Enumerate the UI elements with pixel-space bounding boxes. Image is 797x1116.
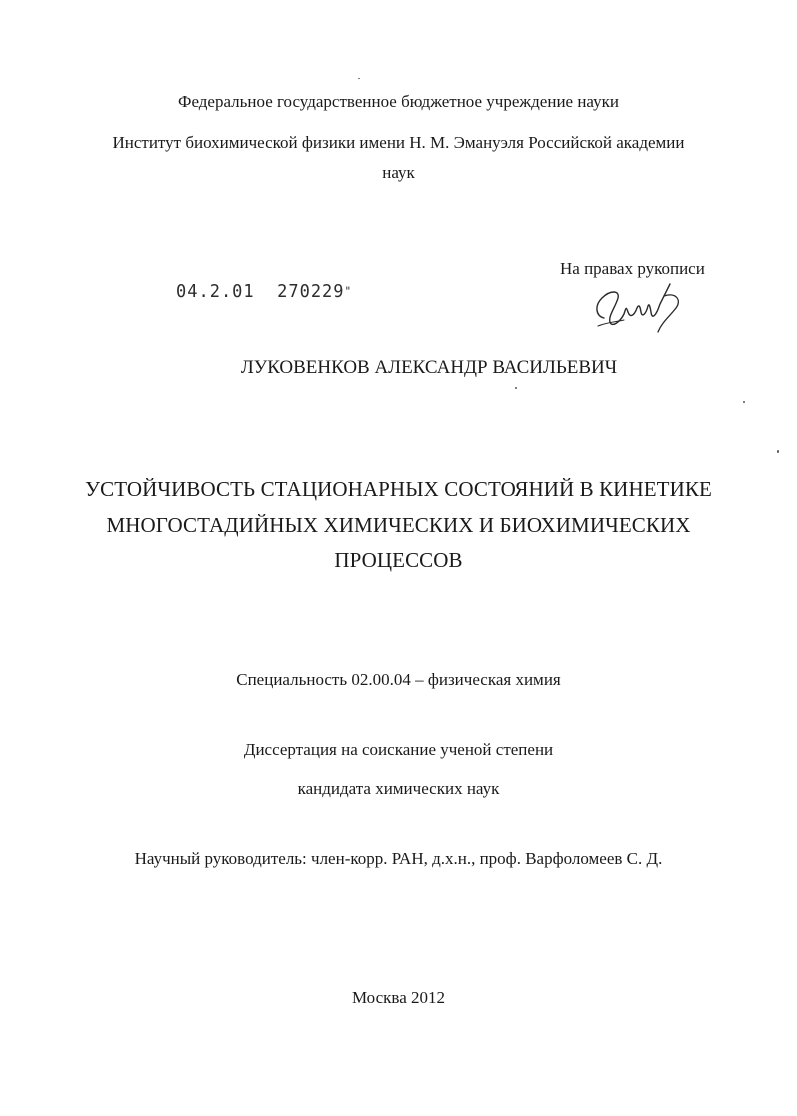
supervisor-line: Научный руководитель: член-корр. РАН, д.х.н., проф. Варфоломеев С. Д. xyxy=(134,849,663,868)
stamp-tick-mark: " xyxy=(344,284,353,299)
stamp-number: 04.2.01 270229 xyxy=(176,281,345,303)
author-name: ЛУКОВЕНКОВ АЛЕКСАНДР ВАСИЛЬЕВИЧ xyxy=(240,357,618,378)
city-year: Москва 2012 xyxy=(351,988,446,1007)
title-line-3: ПРОЦЕССОВ xyxy=(334,548,463,572)
registration-stamp xyxy=(176,282,352,303)
institution-line-2: Институт биохимической физики имени Н. М. Эмануэля Российской академии xyxy=(112,133,685,152)
scan-speck xyxy=(358,78,360,79)
title-line-1: УСТОЙЧИВОСТЬ СТАЦИОНАРНЫХ СОСТОЯНИЙ В КИНЕТИКЕ xyxy=(85,477,712,501)
institution-line-3: наук xyxy=(382,163,415,182)
signature-graphic xyxy=(590,276,690,338)
scan-speck xyxy=(743,401,745,403)
degree-line-1: Диссертация на соискание ученой степени xyxy=(243,740,554,759)
author-signature xyxy=(590,276,690,343)
degree-line-2: кандидата химических наук xyxy=(297,779,500,798)
specialty-line: Специальность 02.00.04 – физическая химия xyxy=(236,670,561,689)
scan-speck xyxy=(515,387,517,389)
title-line-2: МНОГОСТАДИЙНЫХ ХИМИЧЕСКИХ И БИОХИМИЧЕСКИХ xyxy=(106,513,691,537)
scan-speck xyxy=(777,450,779,453)
manuscript-rights-note: На правах рукописи xyxy=(560,259,705,278)
institution-line-1: Федеральное государственное бюджетное учреждение науки xyxy=(178,92,619,111)
